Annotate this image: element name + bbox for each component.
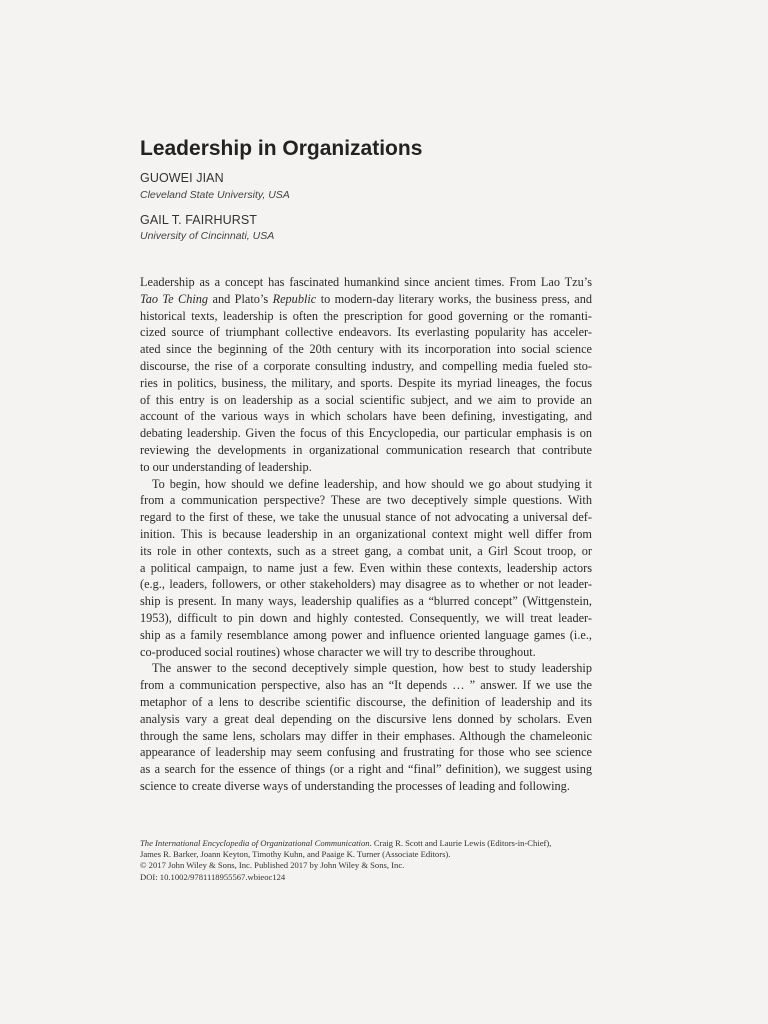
text-segment: cized source of triumphant collective endeavors. Its everlasting popularity has acceler- (140, 325, 592, 340)
text-line (140, 677, 592, 694)
text-line (140, 744, 592, 761)
text-segment: 1953), difficult to pin down and highly contested. Consequently, we will treat leader- (140, 610, 592, 625)
text-line (140, 711, 592, 728)
text-line (140, 408, 592, 425)
text-segment: ship is present. In many ways, leadership qualifies as a “blurred concept” (Wittgenstein, (140, 594, 592, 609)
text-segment: inition. This is because leadership in an organizational context might well differ from (140, 526, 592, 541)
text-line (140, 341, 592, 358)
text-segment: account of the various ways in which scholars have been defining, investigating, and (140, 409, 592, 424)
article-title: Leadership in Organizations (140, 137, 423, 160)
text-line (140, 392, 592, 409)
doi: DOI: 10.1002/9781118955567.wbieoc124 (140, 871, 286, 882)
paragraph (140, 274, 592, 476)
text-line (140, 274, 592, 291)
text-line (140, 308, 592, 325)
text-line (140, 694, 592, 711)
text-segment: Tao Te Ching (140, 291, 209, 306)
text-segment: and Plato’s (208, 291, 273, 306)
text-line (140, 476, 592, 493)
paragraph (140, 660, 592, 794)
text-line (140, 660, 592, 677)
text-segment: ated since the beginning of the 20th century with its incorporation into social science (140, 342, 592, 357)
text-segment: as a search for the essence of things (or a right and “final” definition), we suggest using (140, 762, 592, 777)
editors-in-chief: . Craig R. Scott and Laurie Lewis (Editors-in-Chief), (369, 838, 552, 848)
text-segment: to our understanding of leadership. (140, 459, 312, 474)
text-segment: metaphor of a lens to describe scientific discourse, the definition of leadership and its (140, 694, 592, 709)
text-segment: regard to the first of these, we take the unusual stance of not advocating a universal def- (140, 510, 592, 525)
text-segment: discourse, the rise of a corporate consulting industry, and compelling media fueled sto- (140, 358, 592, 373)
footnote-line-1 (140, 838, 592, 849)
text-line (140, 375, 592, 392)
text-line (140, 576, 592, 593)
text-segment: of this entry is on leadership as a social scientific subject, and we aim to provide an (140, 392, 592, 407)
author-name-2: GAIL T. FAIRHURST (140, 213, 258, 227)
text-line (140, 442, 592, 459)
text-line (140, 627, 592, 644)
text-segment: Republic (272, 291, 317, 306)
text-segment: to modern-day literary works, the business press, and (316, 291, 593, 306)
text-segment: from a communication perspective? These are two deceptively simple questions. With (140, 493, 592, 508)
text-segment: The answer to the second deceptively simple question, how best to study leadership (152, 661, 592, 676)
text-segment: analysis vary a great deal depending on the discursive lens donned by scholars. Even (140, 711, 592, 726)
text-line (140, 291, 592, 308)
text-segment: ship as a family resemblance among power and influence oriented language games (i.e., (140, 627, 592, 642)
text-segment: science to create diverse ways of understanding the processes of leading and following. (140, 778, 570, 793)
text-line (140, 644, 592, 661)
text-segment: reviewing the developments in organizational communication research that contribute (140, 442, 592, 457)
text-line (140, 543, 592, 560)
text-line (140, 593, 592, 610)
text-line (140, 761, 592, 778)
text-line (140, 324, 592, 341)
text-segment: through the same lens, scholars may differ in their emphases. Although the chameleonic (140, 728, 592, 743)
text-segment: historical texts, leadership is often the prescription for good governing or the romanti- (140, 308, 592, 323)
text-line (140, 526, 592, 543)
text-line (140, 778, 592, 795)
author-name-1: GUOWEI JIAN (140, 171, 224, 185)
text-line (140, 728, 592, 745)
text-segment: from a communication perspective, also has an “It depends … ” answer. If we use the (140, 678, 592, 693)
text-line (140, 425, 592, 442)
text-line (140, 509, 592, 526)
author-affiliation-1: Cleveland State University, USA (140, 189, 290, 201)
article-body (140, 274, 592, 795)
text-segment: appearance of leadership may seem confusing and frustrating for those who see science (140, 745, 592, 760)
text-line (140, 358, 592, 375)
text-line (140, 560, 592, 577)
text-segment: Leadership as a concept has fascinated humankind since ancient times. From Lao Tzu’s (140, 275, 592, 289)
associate-editors: James R. Barker, Joann Keyton, Timothy Kuhn, and Paaige K. Turner (Associate Editors). (140, 849, 451, 860)
text-line (140, 492, 592, 509)
text-segment: ries in politics, business, the military, and sports. Despite its myriad lineages, the focus (140, 375, 592, 390)
text-segment: its role in other contexts, such as a street gang, a combat unit, a Girl Scout troop, or (140, 543, 592, 558)
text-segment: co-produced social routines) whose character we will try to describe throughout. (140, 644, 536, 659)
paragraph (140, 476, 592, 661)
text-segment: (e.g., leaders, followers, or other stakeholders) may disagree as to whether or not leader- (140, 577, 592, 592)
text-segment: debating leadership. Given the focus of this Encyclopedia, our particular emphasis is on (140, 426, 592, 441)
publication-footnote (140, 838, 592, 883)
author-affiliation-2: University of Cincinnati, USA (140, 230, 275, 242)
copyright-notice: © 2017 John Wiley & Sons, Inc. Published 2017 by John Wiley & Sons, Inc. (140, 860, 405, 871)
text-line (140, 610, 592, 627)
text-segment: a political campaign, to name just a few. Even within these contexts, leadership actors (140, 560, 592, 575)
text-line (140, 459, 592, 476)
encyclopedia-title: The International Encyclopedia of Organizational Communication (140, 838, 370, 848)
text-segment: To begin, how should we define leadership, and how should we go about studying it (152, 476, 592, 491)
